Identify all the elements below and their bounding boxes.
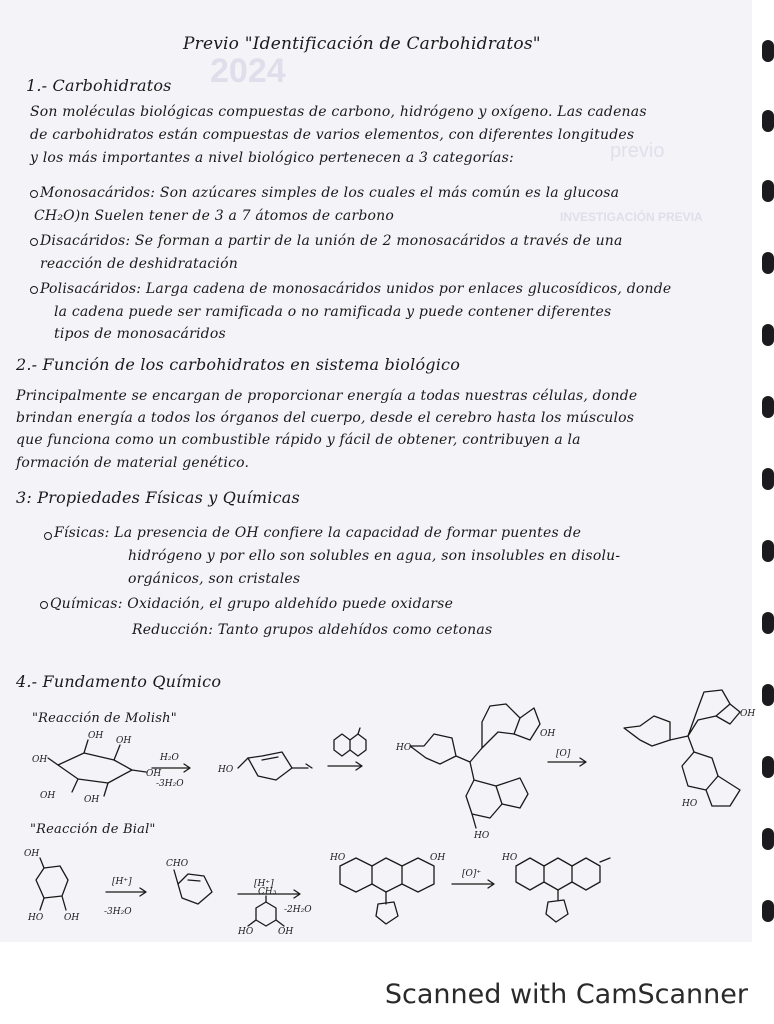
binder-ring: [762, 684, 774, 706]
ho-label: HO: [682, 799, 698, 809]
fisicas-line-3: orgánicos, son cristales: [128, 571, 301, 587]
binder-ring: [762, 900, 774, 922]
fisicas-line-2: hidrógeno y por ello son solubles en agua, son insolubles en disolu-: [128, 548, 621, 564]
bial-product: [340, 858, 434, 924]
oh-label: OH: [84, 795, 100, 805]
ho-label: HO: [238, 927, 254, 937]
function-line-2: brindan energía a todos los órganos del cuerpo, desde el cerebro hasta los músculos: [16, 410, 635, 426]
bleed-through-heading: INVESTIGACIÓN PREVIA: [560, 210, 703, 224]
poli-line-1: Polisacáridos: Larga cadena de monosacáridos unidos por enlaces glucosídicos, donde: [40, 281, 672, 297]
hplus-label: [H⁺]: [112, 877, 132, 887]
poli-line-3: tipos de monosacáridos: [54, 326, 226, 342]
ho-label: HO: [330, 853, 346, 863]
molisch-final-product: [624, 690, 740, 806]
bial-title: "Reacción de Bial": [30, 822, 156, 837]
molisch-product: [410, 704, 540, 828]
binder-ring: [762, 756, 774, 778]
function-line-3: que funciona como un combustible rápido y fácil de obtener, contribuyen a la: [16, 432, 581, 448]
reaction-arrow: [452, 880, 494, 888]
intro-line-1: Son moléculas biológicas compuestas de carbono, hidrógeno y oxígeno. Las cadenas: [30, 104, 647, 120]
molisch-title: "Reacción de Molish": [32, 711, 177, 726]
poli-line-2: la cadena puede ser ramificada o no ramificada y puede contener diferentes: [54, 304, 612, 320]
binder-ring: [762, 468, 774, 490]
hplus-label: [H⁺]: [254, 879, 274, 889]
orcinol-structure: [248, 896, 284, 926]
function-line-4: formación de material genético.: [16, 455, 250, 471]
minus-h2o-label: -3H₂O: [104, 907, 132, 917]
di-line-2: reacción de deshidratación: [40, 256, 238, 272]
binder-ring: [762, 180, 774, 202]
ho-label: HO: [474, 831, 490, 841]
binder-edge: [756, 0, 768, 942]
section-heading-4: 4.- Fundamento Químico: [16, 672, 222, 691]
binder-ring: [762, 396, 774, 418]
di-line-1: Disacáridos: Se forman a partir de la unión de 2 monosacáridos a través de una: [40, 233, 623, 249]
oh-label: OH: [146, 769, 162, 779]
oh-label: OH: [278, 927, 294, 937]
oh-label: OH: [32, 755, 48, 765]
mono-line-2: CH₂O)n Suelen tener de 3 a 7 átomos de carbono: [34, 208, 394, 224]
page-title: Previo "Identificación de Carbohidratos": [183, 34, 541, 54]
ho-label: HO: [396, 743, 412, 753]
intro-line-3: y los más importantes a nivel biológico pertenecen a 3 categorías:: [30, 150, 514, 166]
function-line-1: Principalmente se encargan de proporcionar energía a todas nuestras células, donde: [16, 388, 638, 404]
oxidation-label: [O]: [556, 749, 571, 759]
oxidation-label: [O]⁺: [462, 869, 482, 879]
ho-label: HO: [28, 913, 44, 923]
section-heading-2: 2.- Función de los carbohidratos en sistema biológico: [16, 355, 461, 374]
scanner-watermark: Scanned with CamScanner: [384, 979, 748, 1010]
oh-label: OH: [740, 709, 756, 719]
binder-ring: [762, 612, 774, 634]
quimicas-line-1: Químicas: Oxidación, el grupo aldehído puede oxidarse: [50, 596, 454, 612]
bleed-through-year: 2024: [210, 52, 286, 90]
quimicas-line-2: Reducción: Tanto grupos aldehídos como cetonas: [132, 622, 493, 638]
oh-label: OH: [430, 853, 446, 863]
ho-label: HO: [218, 765, 234, 775]
h2o-label: H₂O: [160, 753, 179, 763]
reaction-arrow: [328, 762, 362, 770]
section-heading-1: 1.- Carbohidratos: [26, 76, 172, 95]
bleed-through-word: previo: [610, 140, 665, 162]
binder-ring: [762, 110, 774, 132]
ch3-label: CH₃: [258, 887, 277, 897]
oh-label: OH: [40, 791, 56, 801]
binder-ring: [762, 828, 774, 850]
section-heading-3: 3: Propiedades Físicas y Químicas: [16, 488, 300, 507]
binder-ring: [762, 252, 774, 274]
furfural-structure: [174, 870, 212, 904]
binder-ring: [762, 40, 774, 62]
bial-final-product: [516, 858, 610, 922]
oh-label: OH: [88, 731, 104, 741]
binder-ring: [762, 324, 774, 346]
mono-line-1: Monosacáridos: Son azúcares simples de los cuales el más común es la glucosa: [40, 185, 620, 201]
furfural-structure: [238, 752, 312, 780]
glucose-structure: [48, 740, 146, 796]
reaction-arrow: [106, 888, 146, 896]
ho-label: HO: [502, 853, 518, 863]
minus-h2o-label: -3H₂O: [156, 779, 184, 789]
cho-label: CHO: [166, 859, 189, 869]
scanner-footer: [0, 942, 768, 1024]
minus-2h2o-label: -2H₂O: [284, 905, 312, 915]
oh-label: OH: [24, 849, 40, 859]
binder-ring: [762, 540, 774, 562]
oh-label: OH: [64, 913, 80, 923]
oh-label: OH: [116, 736, 132, 746]
reaction-arrow: [548, 758, 586, 766]
fisicas-line-1: Físicas: La presencia de OH confiere la capacidad de formar puentes de: [54, 525, 582, 541]
ribose-structure: [36, 858, 68, 910]
naphthol-structure: [334, 728, 366, 756]
oh-label: OH: [540, 729, 556, 739]
intro-line-2: de carbohidratos están compuestas de varios elementos, con diferentes longitudes: [30, 127, 635, 143]
